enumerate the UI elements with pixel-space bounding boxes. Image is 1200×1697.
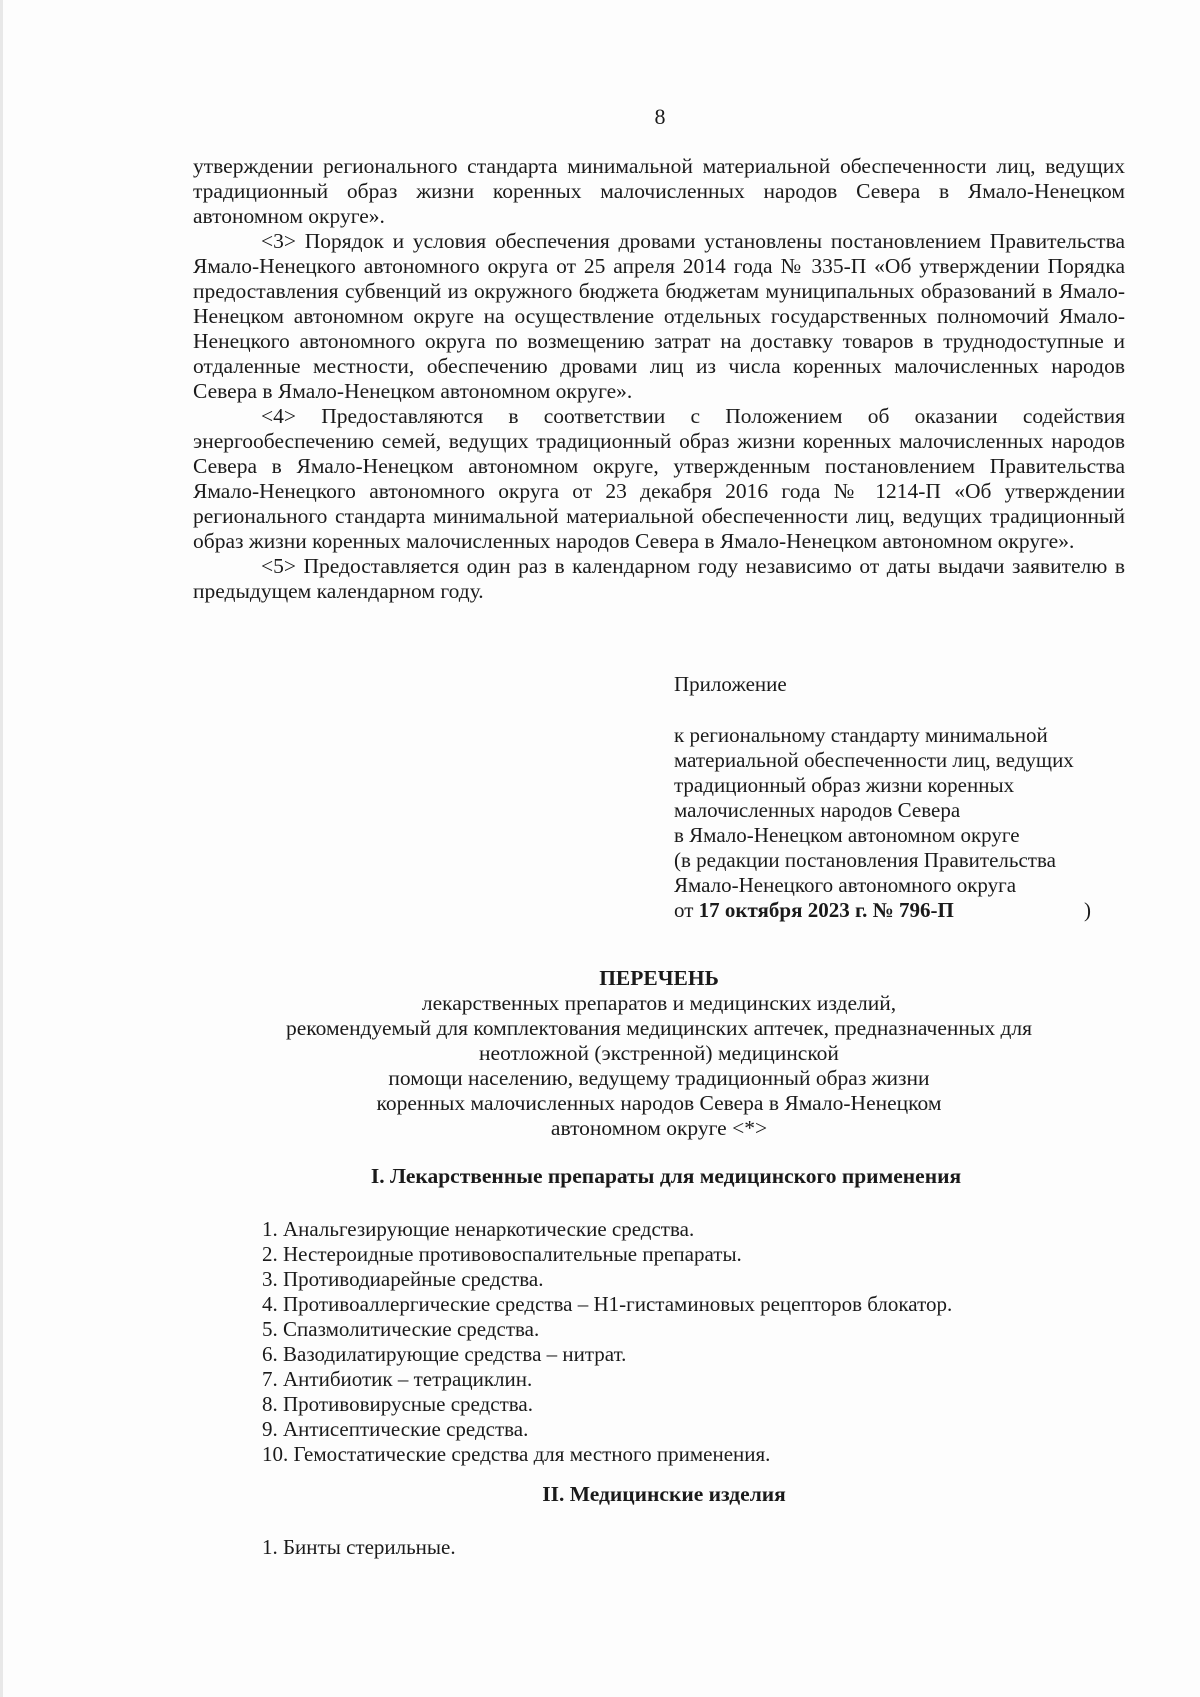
appendix-line: Ямало-Ненецкого автономного округа — [674, 873, 1017, 897]
scan-edge — [0, 0, 3, 1697]
list-subtitle-line: автономном округе <*> — [550, 1116, 768, 1140]
list-item: 1. Анальгезирующие ненаркотические средства. — [262, 1217, 695, 1241]
list-item: 10. Гемостатические средства для местного применения. — [262, 1442, 771, 1466]
page-number: 8 — [654, 104, 666, 129]
medicines-list — [262, 1217, 952, 1467]
appendix-close-paren: ) — [1084, 898, 1091, 922]
section-1-heading: I. Лекарственные препараты для медицинского применения — [370, 1164, 962, 1188]
list-item: 5. Спазмолитические средства. — [262, 1317, 540, 1341]
footnotes-body — [193, 154, 1125, 604]
list-item: 3. Противодиарейные средства. — [262, 1267, 544, 1291]
appendix-title: Приложение — [674, 672, 787, 696]
footnote-5: <5> Предоставляется один раз в календарном году независимо от даты выдачи заявителю в предыдущем календарном году. — [193, 554, 1125, 603]
list-item: 9. Антисептические средства. — [262, 1417, 529, 1441]
section-2-heading: II. Медицинские изделия — [542, 1482, 786, 1506]
medical-devices-list — [262, 1535, 456, 1560]
list-subtitle-line: неотложной (экстренной) медицинской — [479, 1041, 839, 1065]
footnote-4: <4> Предоставляются в соответствии с Положением об оказании содействия энергообеспечению семей, ведущих традиционный образ жизни коренных малочисленных народов Севера в Ямало-Ненецком автономном округе, утвержденным постановлением Правительства Ямало-Ненецкого автономного округа от 23 декабря 2016 года № 1214-П «Об утверждении регионального стандарта минимальной материальной обеспеченности лиц, ведущих традиционный образ жизни коренных малочисленных народов Севера в Ямало-Ненецком автономном округе». — [193, 404, 1125, 553]
list-heading: ПЕРЕЧЕНЬ — [599, 966, 719, 990]
list-item: 4. Противоаллергические средства – Н1-гистаминовых рецепторов блокатор. — [262, 1292, 953, 1316]
list-item: 1. Бинты стерильные. — [262, 1535, 456, 1559]
list-subtitle-line: коренных малочисленных народов Севера в Ямало-Ненецком — [376, 1091, 942, 1115]
list-title-block — [193, 966, 1125, 1141]
appendix-line: материальной обеспеченности лиц, ведущих — [674, 748, 1074, 772]
list-subtitle-line: лекарственных препаратов и медицинских изделий, — [421, 991, 897, 1015]
appendix-date-value: 17 октября 2023 г. № 796-П — [698, 898, 954, 922]
list-item: 8. Противовирусные средства. — [262, 1392, 533, 1416]
list-item: 7. Антибиотик – тетрациклин. — [262, 1367, 533, 1391]
appendix-line: традиционный образ жизни коренных — [674, 773, 1015, 797]
list-item: 2. Нестероидные противовоспалительные препараты. — [262, 1242, 742, 1266]
footnote-3: <3> Порядок и условия обеспечения дровами установлены постановлением Правительства Ямало-Ненецкого автономного округа от 25 апреля 2014 года № 335-П «Об утверждении Порядка предоставления субвенций из окружного бюджета бюджетам муниципальных образований в Ямало-Ненецком автономном округе на осуществление отдельных государственных полномочий Ямало-Ненецкого автономного округа по возмещению затрат на доставку товаров в труднодоступные и отдаленные местности, обеспечению дровами лиц из числа коренных малочисленных народов Севера в Ямало-Ненецком автономном округе». — [193, 229, 1125, 403]
appendix-date-row — [674, 898, 1134, 923]
appendix-line: малочисленных народов Севера — [674, 798, 961, 822]
list-subtitle-line: помощи населению, ведущему традиционный образ жизни — [388, 1066, 930, 1090]
appendix-line: в Ямало-Ненецком автономном округе — [674, 823, 1020, 847]
appendix-line: (в редакции постановления Правительства — [674, 848, 1056, 872]
appendix-header — [674, 672, 1134, 923]
appendix-line: к региональному стандарту минимальной — [674, 723, 1048, 747]
list-subtitle-line: рекомендуемый для комплектования медицинских аптечек, предназначенных для — [285, 1016, 1033, 1040]
list-item: 6. Вазодилатирующие средства – нитрат. — [262, 1342, 627, 1366]
appendix-date-prefix: от — [674, 898, 694, 922]
footnote-paragraph-continuation: утверждении регионального стандарта минимальной материальной обеспеченности лиц, ведущих традиционный образ жизни коренных малочисленных народов Севера в Ямало-Ненецком автономном округе». — [193, 154, 1125, 228]
